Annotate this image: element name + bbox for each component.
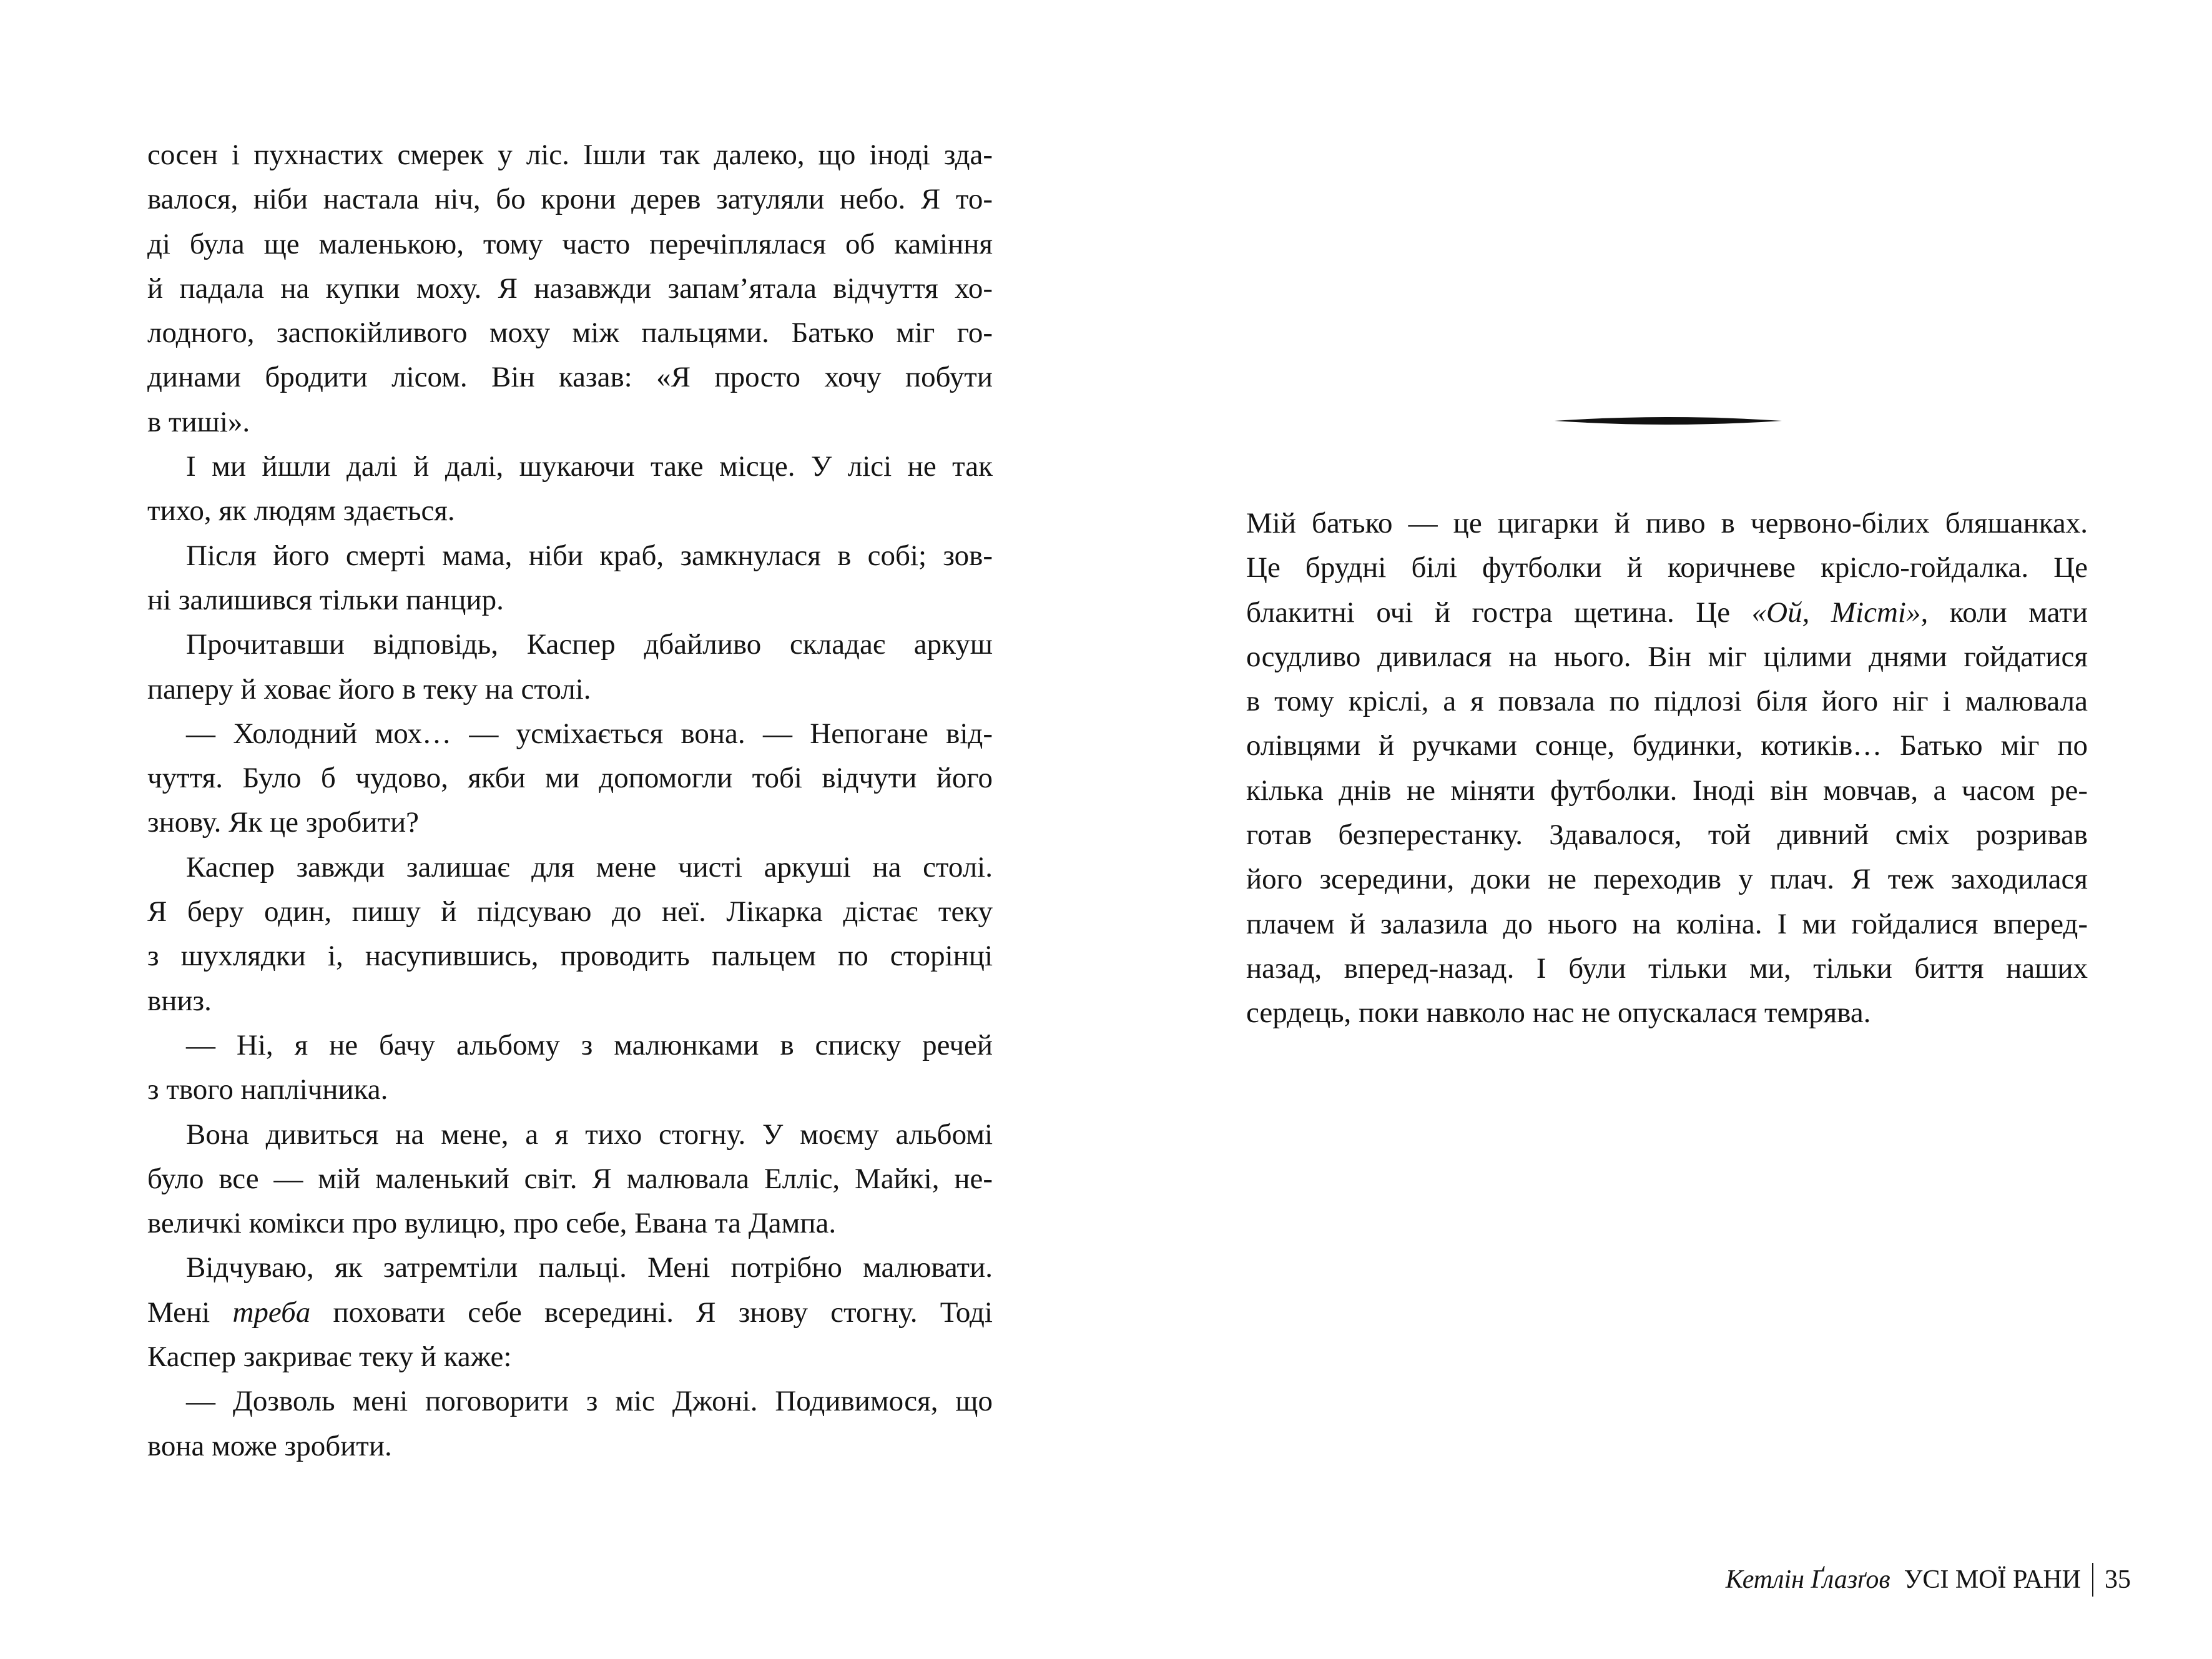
text-line: з шухлядки і, насупившись, проводить пальцем по сторінці [147, 940, 993, 973]
text-line: вниз. [147, 984, 212, 1017]
text-line: Вона дивиться на мене, а я тихо стогну. У моєму альбомі [186, 1118, 993, 1151]
text-line: Я беру один, пишу й підсуваю до неї. Лікарка дістає теку [147, 895, 993, 928]
text-line: Це брудні білі футболки й коричневе крісло-гойдалка. Це [1246, 551, 2088, 584]
text-line: олівцями й ручками сонце, будинки, котиків… Батько міг по [1246, 729, 2088, 762]
text-line: кілька днів не міняти футболки. Іноді він мовчав, а часом ре- [1246, 774, 2088, 807]
text-line: лодного, заспокійливого моху між пальцями. Батько міг го- [147, 317, 993, 350]
text-line: Після його смерті мама, ніби краб, замкнулася в собі; зов- [186, 539, 993, 572]
page-number: 35 [2105, 1565, 2131, 1594]
text-line: паперу й ховає його в теку на столі. [147, 672, 591, 706]
text-segment: блакитні очі й гостра щетина. Це [1246, 596, 1752, 629]
left-page-text [147, 133, 993, 1469]
text-line [147, 1291, 993, 1335]
text-line: його зсередини, доки не переходив у плач. Я теж заходилася [1246, 863, 2088, 896]
footer-separator [2092, 1563, 2093, 1597]
italic-text: «Ой, Місті», [1751, 596, 1929, 629]
text-line: ді була ще маленькою, тому часто перечіплялася об каміння [147, 227, 993, 260]
text-line: знову. Як це зробити? [147, 806, 419, 839]
text-line: валося, ніби настала ніч, бо крони дерев затуляли небо. Я то- [147, 183, 993, 216]
text-line: Каспер закриває теку й каже: [147, 1341, 512, 1374]
text-line: — Дозволь мені поговорити з міс Джоні. Подивимося, що [186, 1385, 993, 1418]
text-line: ні залишився тільки панцир. [147, 583, 504, 616]
text-line: сосен і пухнастих смерек у ліс. Ішли так далеко, що іноді зда- [147, 139, 993, 171]
text-line: Каспер завжди залишає для мене чисті аркуші на столі. [186, 850, 993, 884]
text-line: з твого наплічника. [147, 1073, 388, 1106]
text-line: чуття. Було б чудово, якби ми допомогли тобі відчути його [147, 762, 993, 795]
text-line: тихо, як людям здається. [147, 495, 455, 528]
text-line: осудливо дивилася на нього. Він міг цілими днями гойдатися [1246, 640, 2088, 673]
text-line: сердець, поки навколо нас не опускалася темрява. [1246, 997, 1871, 1030]
text-segment: поховати себе всередині. Я знову стогну. Тоді [310, 1296, 993, 1329]
text-line: плачем й залазила до нього на коліна. І ми гойдалися вперед- [1246, 907, 2088, 940]
text-line: в тому кріслі, а я повзала по підлозі біля його ніг і малювала [1246, 685, 2088, 718]
text-line: — Ні, я не бачу альбому з малюнками в списку речей [186, 1028, 993, 1061]
text-line: в тиші». [147, 405, 250, 438]
text-line: динами бродити лісом. Він казав: «Я просто хочу побути [147, 361, 993, 394]
right-page-text [1246, 501, 2088, 1036]
text-line: було все — мій маленький світ. Я малювала Елліс, Майкі, не- [147, 1162, 993, 1195]
footer-book-title: УСІ МОЇ РАНИ [1904, 1565, 2081, 1594]
text-line: величкі комікси про вулицю, про себе, Евана та Дампа. [147, 1207, 837, 1240]
text-line: Відчуваю, як затремтіли пальці. Мені потрібно малювати. [186, 1251, 993, 1284]
text-line: Мій батько — це цигарки й пиво в червоно-білих бляшанках. [1246, 507, 2088, 539]
text-line: — Холодний мох… — усміхається вона. — Непогане від- [186, 717, 993, 750]
text-line: Прочитавши відповідь, Каспер дбайливо складає аркуш [186, 628, 993, 661]
footer-author: Кетлін Ґлазґов [1725, 1565, 1890, 1594]
section-divider-ornament [1555, 415, 1782, 427]
text-line [1246, 591, 2088, 635]
text-line: І ми йшли далі й далі, шукаючи таке місце. У лісі не так [186, 450, 993, 483]
text-segment: коли мати [1928, 596, 2088, 629]
running-footer [1726, 1561, 2131, 1598]
italic-text: треба [232, 1296, 311, 1329]
text-line: вона може зробити. [147, 1429, 392, 1462]
text-line: й падала на купки моху. Я назавжди запам’ятала відчуття хо- [147, 272, 993, 305]
text-line: готав безперестанку. Здавалося, той дивний сміх розривав [1246, 819, 2088, 852]
text-line: назад, вперед-назад. І були тільки ми, тільки биття наших [1246, 952, 2088, 985]
text-segment: Мені [147, 1296, 233, 1329]
